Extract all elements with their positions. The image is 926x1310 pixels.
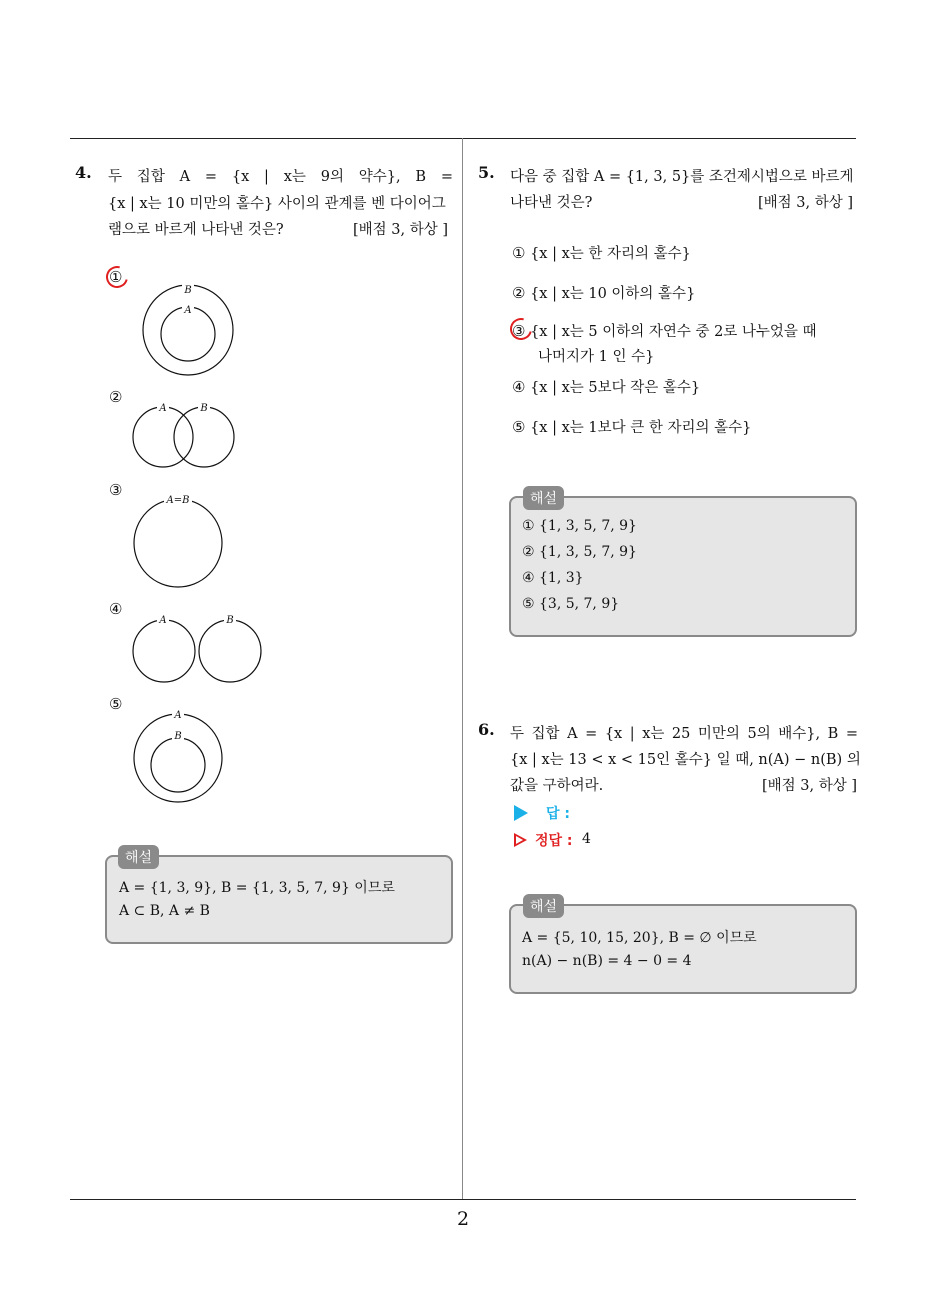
explanation-line: ① {1, 3, 5, 7, 9}	[522, 518, 637, 534]
choice-4[interactable]: ④	[109, 600, 123, 618]
choice-1[interactable]: ① {x | x는 한 자리의 홀수}	[512, 244, 691, 262]
question-text-line: 값을 구하여라.	[510, 778, 604, 794]
question-number: 4.	[75, 163, 92, 182]
choice-3[interactable]: ③	[109, 481, 123, 499]
bottom-rule	[70, 1199, 856, 1200]
venn-diagram-5	[130, 708, 226, 804]
set-label-a: A	[159, 403, 167, 414]
page-number: 2	[456, 1208, 470, 1230]
score-label: [배점 3, 하상 ]	[757, 195, 853, 211]
explanation-box	[509, 904, 857, 994]
choice-4[interactable]: ④ {x | x는 5보다 작은 홀수}	[512, 378, 701, 396]
set-label-b: B	[174, 731, 182, 742]
question-text-line: {x | x는 13 < x < 15인 홀수} 일 때, n(A) − n(B) 의	[510, 752, 861, 768]
question-text-line: 두 집합 A = {x | x는 25 미만의 5의 배수}, B =	[510, 726, 858, 742]
explanation-line: n(A) − n(B) = 4 − 0 = 4	[522, 953, 692, 969]
explanation-line: ⑤ {3, 5, 7, 9}	[522, 596, 620, 612]
explanation-line: A = {1, 3, 9}, B = {1, 3, 5, 7, 9} 이므로	[119, 880, 395, 896]
answer-mark-icon	[102, 262, 132, 292]
score-label: [배점 3, 하상 ]	[761, 778, 857, 794]
explanation-line: ② {1, 3, 5, 7, 9}	[522, 544, 637, 560]
set-label-a: A	[184, 305, 192, 316]
question-text-line: {x | x는 10 미만의 홀수} 사이의 관계를 벤 다이어그	[108, 196, 446, 212]
venn-diagram-2	[130, 402, 238, 470]
set-label-a: A	[159, 615, 167, 626]
explanation-tab: 해설	[118, 845, 159, 869]
correct-answer-value: 4	[582, 831, 591, 847]
correct-answer-label: 정답 :	[514, 830, 573, 850]
venn-diagram-1	[140, 282, 240, 378]
answer-input[interactable]: 답 :	[514, 803, 570, 823]
explanation-line: ④ {1, 3}	[522, 570, 584, 586]
question-text-line: 램으로 바르게 나타낸 것은?	[108, 222, 284, 238]
top-rule	[70, 138, 856, 139]
question-text-line: 나타낸 것은?	[510, 195, 593, 211]
venn-diagram-4	[130, 613, 266, 683]
set-label-a-equals-b: A=B	[166, 495, 190, 506]
question-number: 6.	[478, 720, 495, 739]
explanation-line: A ⊂ B, A ≠ B	[119, 903, 210, 919]
choice-5[interactable]: ⑤	[109, 695, 123, 713]
play-outline-icon	[514, 833, 527, 847]
explanation-tab: 해설	[523, 486, 564, 510]
question-text-line: 다음 중 집합 A = {1, 3, 5}를 조건제시법으로 바르게	[510, 169, 854, 185]
question-text-line: 두 집합 A = {x | x는 9의 약수}, B =	[108, 169, 453, 185]
set-label-b: B	[200, 403, 208, 414]
play-icon	[514, 805, 528, 821]
set-label-b: B	[184, 285, 192, 296]
choice-2[interactable]: ② {x | x는 10 이하의 홀수}	[512, 284, 696, 302]
column-divider	[462, 138, 463, 1200]
score-label: [배점 3, 하상 ]	[352, 222, 448, 238]
explanation-line: A = {5, 10, 15, 20}, B = ∅ 이므로	[522, 930, 757, 946]
choice-1[interactable]: ①	[109, 268, 123, 286]
choice-3[interactable]: ③ {x | x는 5 이하의 자연수 중 2로 나누었을 때	[512, 322, 817, 340]
explanation-tab: 해설	[523, 894, 564, 918]
choice-2[interactable]: ②	[109, 388, 123, 406]
set-label-b: B	[226, 615, 234, 626]
choice-5[interactable]: ⑤ {x | x는 1보다 큰 한 자리의 홀수}	[512, 418, 752, 436]
set-label-a: A	[174, 710, 182, 721]
explanation-box	[105, 855, 453, 944]
venn-diagram-3	[130, 493, 226, 589]
choice-3-continuation: 나머지가 1 인 수}	[538, 349, 655, 365]
question-number: 5.	[478, 163, 495, 182]
